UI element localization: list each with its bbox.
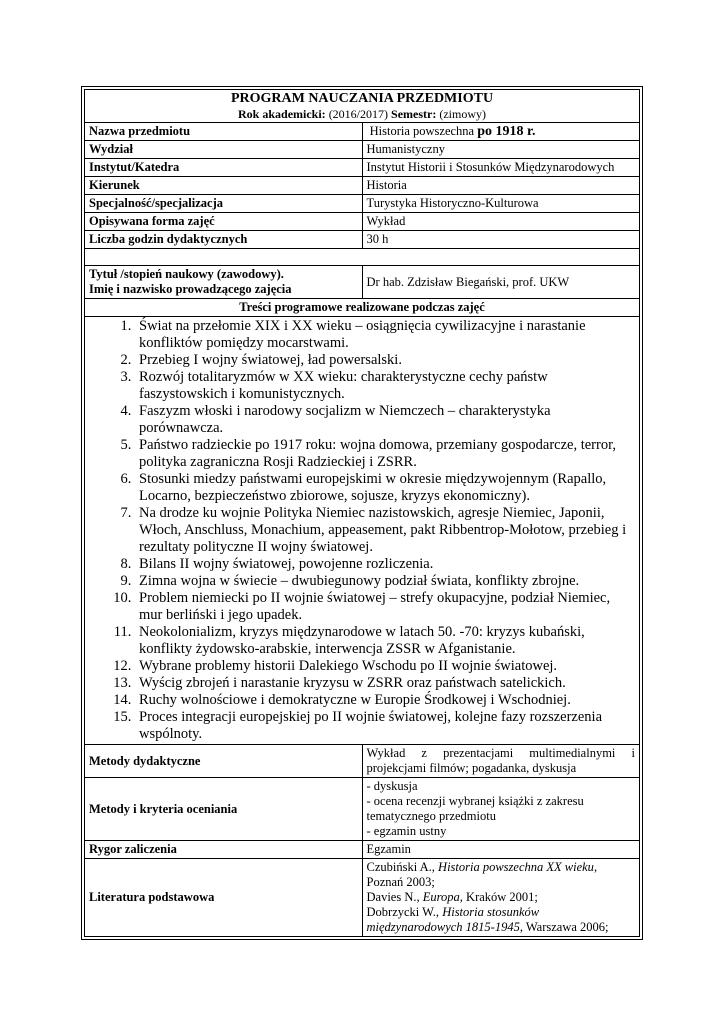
- nazwa-value: [362, 123, 640, 141]
- semestr-label: Semestr:: [391, 107, 437, 121]
- literatura-rest: Kraków 2001;: [462, 890, 538, 904]
- literatura-rest: , Poznań 2003;: [366, 860, 598, 889]
- literatura-entry: [367, 890, 636, 905]
- kierunek-value: Historia: [362, 177, 640, 195]
- forma-label: Opisywana forma zajęć: [85, 213, 363, 231]
- header-cell: [85, 90, 640, 123]
- instytut-value: Instytut Historii i Stosunków Międzynarodowych: [362, 159, 640, 177]
- row-prowadzacy: [85, 266, 640, 299]
- tresci-item: 6. Stosunki miedzy państwami europejskimi w okresie międzywojennym (Rapallo, Locarno, bezpieczeństwo zbiorowe, sojusze, kryzys ekonomiczny).: [135, 471, 635, 505]
- prowadzacy-label-title: Tytuł /stopień naukowy (zawodowy).: [89, 267, 284, 281]
- rygor-value: Egzamin: [362, 841, 640, 859]
- literatura-entry: [367, 905, 636, 935]
- wydzial-label: Wydział: [85, 141, 363, 159]
- literatura-value: [362, 859, 640, 937]
- kierunek-label: Kierunek: [85, 177, 363, 195]
- kryteria-item: - egzamin ustny: [366, 824, 447, 838]
- godziny-label: Liczba godzin dydaktycznych: [85, 231, 363, 249]
- row-metody: [85, 745, 640, 778]
- kryteria-item: - dyskusja: [366, 779, 418, 793]
- document-title: PROGRAM NAUCZANIA PRZEDMIOTU: [230, 91, 494, 106]
- row-tresci-list: [85, 317, 640, 745]
- semestr-value: (zimowy): [439, 107, 486, 121]
- metody-label: Metody dydaktyczne: [85, 745, 363, 778]
- godziny-value: 30 h: [362, 231, 640, 249]
- row-specjalnosc: [85, 195, 640, 213]
- forma-value: Wykład: [362, 213, 640, 231]
- tresci-item: 12. Wybrane problemy historii Dalekiego Wschodu po II wojnie światowej.: [135, 658, 635, 675]
- literatura-author: Dobrzycki W.,: [366, 905, 443, 919]
- prowadzacy-label-name: Imię i nazwisko prowadzącego zajęcia: [89, 282, 292, 296]
- row-literatura: [85, 859, 640, 937]
- nazwa-value-main: Historia powszechna: [369, 124, 475, 138]
- tresci-item: 3. Rozwój totalitaryzmów w XX wieku: charakterystyczne cechy państw faszystowskich i komunistycznych.: [135, 369, 635, 403]
- tresci-item: 10. Problem niemiecki po II wojnie światowej – strefy okupacyjne, podział Niemiec, mur berliński i jego upadek.: [135, 590, 635, 624]
- tresci-item: 8. Bilans II wojny światowej, powojenne rozliczenia.: [135, 556, 635, 573]
- rok-value: (2016/2017): [328, 107, 389, 121]
- syllabus-table: [84, 89, 640, 937]
- literatura-title: Europa,: [422, 890, 463, 904]
- row-tresci-heading: [85, 299, 640, 317]
- tresci-list-cell: [85, 317, 640, 745]
- tresci-item: 7. Na drodze ku wojnie Polityka Niemiec nazistowskich, agresje Niemiec, Japonii, Włoch, Anschluss, Monachium, appeasement, pakt Ribbentrop-Mołotow, przebieg i rezultaty polityczne II wojny światowej.: [135, 505, 635, 556]
- spacer-cell: [85, 249, 640, 266]
- instytut-label: Instytut/Katedra: [85, 159, 363, 177]
- literatura-rest: , Warszawa 2006;: [519, 920, 609, 934]
- row-forma: [85, 213, 640, 231]
- kryteria-label: Metody i kryteria oceniania: [85, 778, 363, 841]
- syllabus-document: [81, 86, 643, 940]
- kryteria-item: - ocena recenzji wybranej książki z zakresu tematycznego przedmiotu: [366, 794, 584, 823]
- row-kierunek: [85, 177, 640, 195]
- spacer-row: [85, 249, 640, 266]
- literatura-title: Historia stosunków międzynarodowych 1815-1945: [366, 905, 540, 934]
- tresci-item: 14. Ruchy wolnościowe i demokratyczne w Europie Środkowej i Wschodniej.: [135, 692, 635, 709]
- header-row: [85, 90, 640, 123]
- tresci-heading: Treści programowe realizowane podczas zajęć: [85, 299, 640, 317]
- tresci-list: [89, 318, 635, 743]
- wydzial-value: Humanistyczny: [362, 141, 640, 159]
- prowadzacy-value: Dr hab. Zdzisław Biegański, prof. UKW: [362, 266, 640, 299]
- specjalnosc-value: Turystyka Historyczno-Kulturowa: [362, 195, 640, 213]
- row-rygor: [85, 841, 640, 859]
- tresci-item: 4. Faszyzm włoski i narodowy socjalizm w Niemczech – charakterystyka porównawcza.: [135, 403, 635, 437]
- literatura-author: Davies N.,: [366, 890, 423, 904]
- kryteria-value: [362, 778, 640, 841]
- prowadzacy-label: [85, 266, 363, 299]
- tresci-item: 13. Wyścig zbrojeń i narastanie kryzysu w ZSRR oraz państwach satelickich.: [135, 675, 635, 692]
- row-instytut: [85, 159, 640, 177]
- tresci-item: 15. Proces integracji europejskiej po II wojnie światowej, kolejne fazy rozszerzenia wspólnoty.: [135, 709, 635, 743]
- specjalnosc-label: Specjalność/specjalizacja: [85, 195, 363, 213]
- tresci-item: 5. Państwo radzieckie po 1917 roku: wojna domowa, przemiany gospodarcze, terror, polityka zagraniczna Rosji Radzieckiej i ZSRR.: [135, 437, 635, 471]
- row-godziny: [85, 231, 640, 249]
- literatura-entry: [367, 860, 636, 890]
- nazwa-value-bold: po 1918 r.: [477, 124, 536, 139]
- literatura-author: Czubiński A.,: [366, 860, 439, 874]
- row-wydzial: [85, 141, 640, 159]
- literatura-title: Historia powszechna XX wieku: [438, 860, 594, 874]
- tresci-item: 9. Zimna wojna w świecie – dwubiegunowy podział świata, konflikty zbrojne.: [135, 573, 635, 590]
- tresci-item: 2. Przebieg I wojny światowej, ład powersalski.: [135, 352, 635, 369]
- rok-label: Rok akademicki:: [238, 107, 326, 121]
- nazwa-label: Nazwa przedmiotu: [85, 123, 363, 141]
- row-nazwa: [85, 123, 640, 141]
- row-kryteria: [85, 778, 640, 841]
- rygor-label: Rygor zaliczenia: [85, 841, 363, 859]
- tresci-item: 11. Neokolonializm, kryzys międzynarodowe w latach 50. -70: kryzys kubański, konflikty żydowsko-arabskie, interwencja ZSSR w Afganistanie.: [135, 624, 635, 658]
- literatura-label: Literatura podstawowa: [85, 859, 363, 937]
- metody-value: Wykład z prezentacjami multimedialnymi i projekcjami filmów; pogadanka, dyskusja: [362, 745, 640, 778]
- tresci-item: 1. Świat na przełomie XIX i XX wieku – osiągnięcia cywilizacyjne i narastanie konfliktów pomiędzy mocarstwami.: [135, 318, 635, 352]
- academic-year-line: [89, 107, 635, 121]
